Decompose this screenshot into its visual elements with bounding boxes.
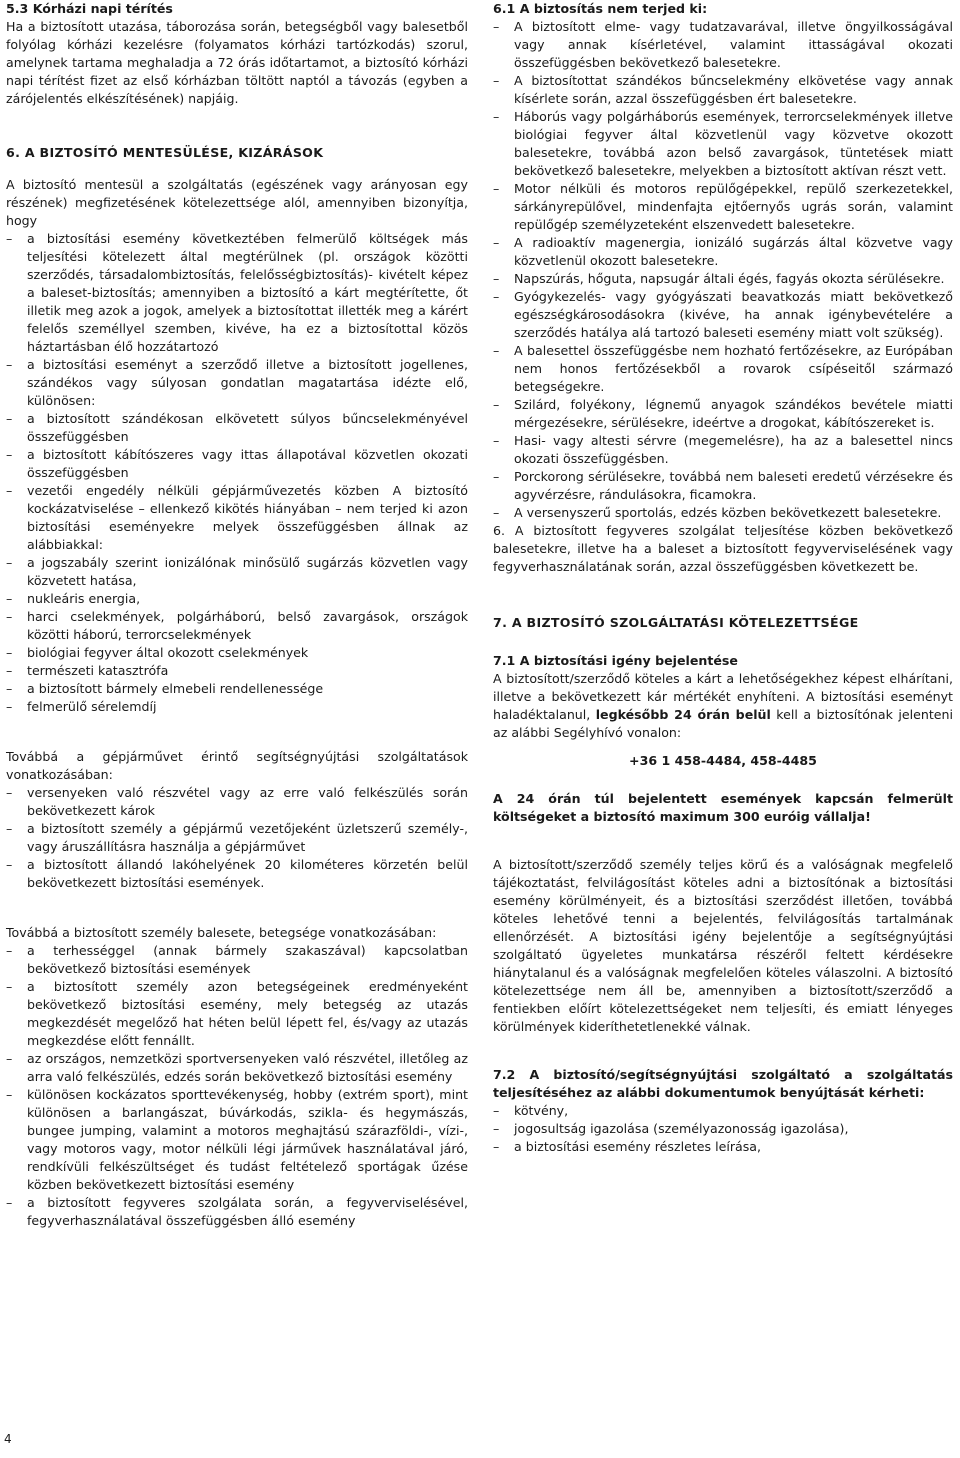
list-item: – Motor nélküli és motoros repülőgépekkel, repülő szerkezetekkel, sárkányrepülővel, mindenfajta ejtőernyős ugrás során, valamint repülőgép személyzeteként elszenvedett balesetekre. [493, 180, 953, 234]
list-item: – versenyeken való részvétel vagy az erre való felkészülés során bekövetkezett károk [6, 784, 468, 820]
list-item: – Háborús vagy polgárháborús események, terrorcselekmények illetve biológiai fegyver által közvetlenül vagy közvetve okozott balesetekre, továbbá azon belső zavargások, tüntetések miatt bekövetkező balesetekre, melyekben a biztosított aktívan részt vett. [493, 108, 953, 180]
section-7-1-heading: 7.1 A biztosítási igény bejelentése [493, 653, 738, 668]
list-item: – A radioaktív magenergia, ionizáló sugárzás által közvetve vagy közvetlenül okozott balesetekre. [493, 234, 953, 270]
section-7-heading: 7. A BIZTOSÍTÓ SZOLGÁLTATÁSI KÖTELEZETTSÉGE [493, 615, 859, 630]
list-item: – Napszúrás, hőguta, napsugár általi égés, fagyás okozta sérülésekre. [493, 270, 953, 288]
emergency-phone-number: +36 1 458-4484, 458-4485 [629, 753, 817, 768]
list-item: – Szilárd, folyékony, légnemű anyagok szándékos bevétele miatti mérgezésekre, sérülésekre, ideértve a drogokat, kábítószereket is. [493, 396, 953, 432]
list-item: – a biztosított fegyveres szolgálata során, a fegyverviselésével, fegyverhasználatával összefüggésben álló esemény [6, 1194, 468, 1230]
list-item: – a biztosítási esemény részletes leírása, [493, 1138, 953, 1156]
list-item: – felmerülő sérelemdíj [6, 698, 468, 716]
section-6-1-last-item-wrapper [493, 522, 953, 576]
section-7-2-heading: 7.2 A biztosító/segítségnyújtási szolgáltató a szolgáltatás teljesítéséhez az alábbi dokumentumok benyújtását kérheti: [493, 1067, 953, 1100]
list-item: – a biztosított személy azon betegségeinek eredményeként bekövetkező biztosítási esemény, mely betegség az utazás megkezdését megelőző hat héten belül lépett fel, és/vagy az utazás megkezdése előtt fennállt. [6, 978, 468, 1050]
page-number: 4 [4, 1432, 12, 1446]
list-item: – a biztosított szándékosan elkövetett súlyos bűncselekményével összefüggésben [6, 410, 468, 446]
list-item: – a jogszabály szerint ionizálónak minősülő sugárzás közvetlen vagy közvetett hatása, [6, 554, 468, 590]
person-exclusions-intro: Továbbá a biztosított személy balesete, betegsége vonatkozásában: [6, 925, 437, 940]
list-item: – különösen kockázatos sporttevékenység, hobby (extrém sport), mint különösen a barlangászat, búvárkodás, szikla- és hegymászás, bungee jumping, valamint a motoros meghajtású szárazföldi-, vízi-, vagy motoros vagy, motor nélküli légi járművek használatával járó, rendkívüli felkészültséget és tudást feltételező sportágak űzése közben bekövetkezett biztosítási esemény [6, 1086, 468, 1194]
list-item: – a biztosított állandó lakóhelyének 20 kilométeres körzetén belül bekövetkezett biztosítási események. [6, 856, 468, 892]
section-6-1-list [493, 18, 953, 522]
list-item: – Hasi- vagy altesti sérvre (megemelésre), ha az a balesettel nincs okozati összefüggésben. [493, 432, 953, 468]
person-exclusions-list [6, 942, 468, 1230]
list-item: – természeti katasztrófa [6, 662, 468, 680]
vehicle-exclusions-list [6, 784, 468, 892]
list-item: – A balesettel összefüggésbe nem hozható fertőzésekre, az Európában nem honos fertőzésekből a rovarok csípéseitől származó betegségekre. [493, 342, 953, 396]
vehicle-exclusions-intro: Továbbá a gépjárművet érintő segítségnyújtási szolgáltatások vonatkozásában: [6, 749, 468, 782]
list-item: – A biztosított elme- vagy tudatzavarával, illetve öngyilkosságával vagy annak kísérletével, valamint ittasságával okozati összefüggésben bekövetkező balesetekre. [493, 18, 953, 72]
list-item: – Gyógykezelés- vagy gyógyászati beavatkozás miatt bekövetkező egészségkárosodásokra (kivéve, ha annak igénybevételére a szerződés hatálya alá tartozó baleseti esemény miatt volt szükség). [493, 288, 953, 342]
list-item: – a biztosítási esemény következtében felmerülő költségek más teljesítési kötelezett által megtérülnek (pl. országok közötti szerződés, társadalombiztosítás, felelősségbiztosítás)- kivételt képez a baleset-biztosítás; amennyiben a biztosító a kárt megtérítette, őt illetik meg azok a jogok, amelyek a biztosítottat illették meg a kárért felelős személlyel szemben, kivéve, ha ez a biztosítottal közös háztartásban élő hozzátartozó [6, 230, 468, 356]
section-5-3-heading: 5.3 Kórházi napi térítés [6, 1, 173, 16]
section-6-list [6, 230, 468, 716]
list-item: – nukleáris energia, [6, 590, 468, 608]
list-item: – biológiai fegyver által okozott cselekmények [6, 644, 468, 662]
section-6-intro: A biztosító mentesül a szolgáltatás (egészének vagy arányosan egy részének) megfizetésének kötelezettsége alól, amennyiben bizonyítja, hogy [6, 177, 468, 228]
list-item: – kötvény, [493, 1102, 953, 1120]
late-report-notice: A 24 órán túl bejelentett események kapcsán felmerült költségeket a biztosító maximum 300 euróig vállalja! [493, 791, 953, 824]
list-item: – a biztosítási eseményt a szerződő illetve a biztosított jogellenes, szándékos vagy súlyosan gondatlan magatartása idézte elő, különösen: [6, 356, 468, 410]
list-item: – A versenyszerű sportolás, edzés közben bekövetkezett balesetekre. [493, 504, 953, 522]
section-6-1-heading: 6.1 A biztosítás nem terjed ki: [493, 1, 708, 16]
list-item: – vezetői engedély nélküli gépjárművezetés közben A biztosító kockázatviselése – ellenkező kikötés hiányában – nem terjed ki azon biztosítási eseményekre melyek összefüggésben állnak az alábbiakkal: [6, 482, 468, 554]
list-item: – a biztosított személy a gépjármű vezetőjeként üzletszerű személy-, vagy áruszállításra használja a gépjárművet [6, 820, 468, 856]
list-item: – A biztosítottat szándékos bűncselekmény elkövetése vagy annak kísérlete során, azzal összefüggésben ért balesetekre. [493, 72, 953, 108]
list-item: – a terhességgel (annak bármely szakaszával) kapcsolatban bekövetkező biztosítási események [6, 942, 468, 978]
section-6-1-last-item: A biztosított fegyveres szolgálat teljesítése közben bekövetkező balesetekre, illetve ha a baleset a biztosított fegyverviselésének vagy fegyverhasználatának során, azzal összefüggésben következett be. [493, 523, 953, 574]
section-7-1-text-2: A biztosított/szerződő személy teljes körű és a valóságnak megfelelő tájékoztatást, felvilágosítást köteles adni a biztosítónak a biztosítási esemény körülményeit, és a biztosítási szerződést illetően, továbbá köteles lehetővé tenni a bejelentés, felvilágosítás tartalmának ellenőrzését. A biztosítási igény bejelentője a segítségnyújtási szolgáltató ügyeletes munkatársa részéről feltett kérdésekre hiánytalanul és a valóságnak megfelelően köteles válaszolni. A biztosító kötelezettsége nem áll be, amennyiben a biztosított/szerződő a fentiekben előírt kötelezettségeket nem teljesíti, és emiatt lényeges körülmények kideríthetetlenekké válnak. [493, 857, 953, 1034]
list-item: – a biztosított kábítószeres vagy ittas állapotával közvetlen okozati összefüggésben [6, 446, 468, 482]
list-item: – az országos, nemzetközi sportversenyeken való részvétel, illetőleg az arra való felkészülés, edzés során bekövetkező biztosítási esemény [6, 1050, 468, 1086]
section-6-heading: 6. A BIZTOSÍTÓ MENTESÜLÉSE, KIZÁRÁSOK [6, 145, 324, 160]
list-item: – harci cselekmények, polgárháború, belső zavargások, országok közötti háború, terrorcselekmények [6, 608, 468, 644]
left-column [6, 0, 468, 1230]
section-7-2-list [493, 1102, 953, 1156]
list-item: – jogosultság igazolása (személyazonosság igazolása), [493, 1120, 953, 1138]
section-7-1-text: A biztosított/szerződő köteles a kárt a lehetőségekhez képest elhárítani, illetve a bekövetkezett kár mértékét enyhíteni. A biztosítási eseményt haladéktalanul, legkésőbb 24 órán belül kell a biztosítónak jelenteni az alábbi Segélyhívó vonalon: [493, 671, 953, 740]
deadline-emphasis: legkésőbb 24 órán belül [595, 707, 771, 722]
list-item: – Porckorong sérülésekre, továbbá nem baleseti eredetű vérzésekre és agyvérzésre, rándulásokra, ficamokra. [493, 468, 953, 504]
right-column [493, 0, 953, 1156]
section-6-1-last-item-label: 6. [493, 523, 515, 538]
list-item: – a biztosított bármely elmebeli rendellenessége [6, 680, 468, 698]
section-5-3-text: Ha a biztosított utazása, táborozása során, betegségből vagy balesetből folyólag kórházi kezelésre (folyamatos kórházi tartózkodás) szorul, amelynek tartama meghaladja a 72 órás időtartamot, a biztosító kórházi napi térítést fizet az első kórházban töltött naptól a távozás (egyben a zárójelentés elkészítésének) napjáig. [6, 19, 468, 106]
